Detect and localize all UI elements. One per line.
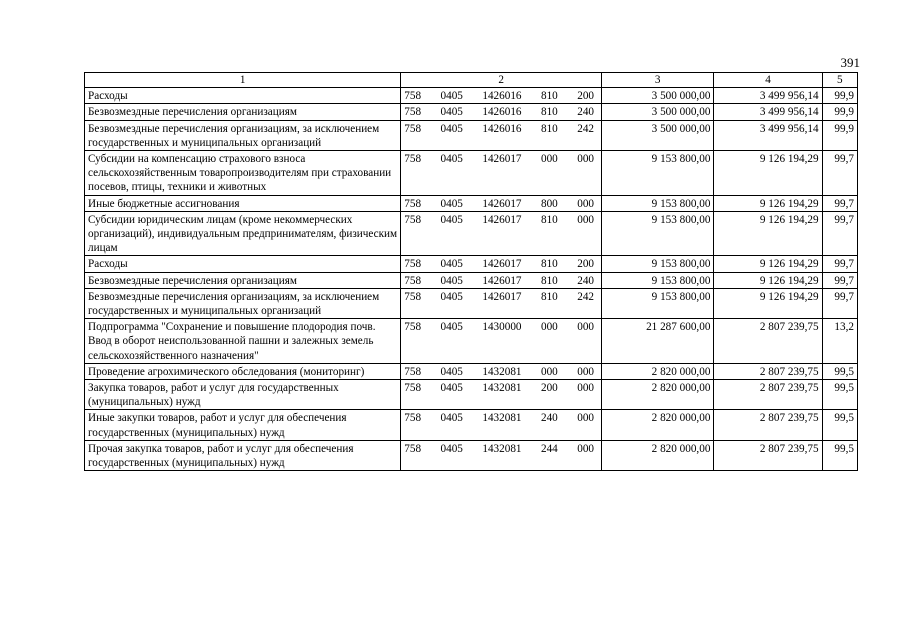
- code-part: 200: [540, 382, 558, 395]
- row-name-cell: Иные бюджетные ассигнования: [85, 195, 401, 211]
- row-exec-cell: 3 499 956,14: [714, 104, 822, 120]
- row-code-cell: [401, 151, 602, 196]
- code-part: 1430000: [482, 321, 522, 334]
- table-row: [85, 88, 858, 104]
- code-part: 200: [577, 90, 595, 103]
- code-part: 000: [540, 365, 558, 378]
- header-cell-5: 5: [822, 73, 857, 88]
- row-name-cell: Расходы: [85, 256, 401, 272]
- code-part: 758: [404, 213, 422, 226]
- code-part: 810: [540, 290, 558, 303]
- code-part: 0405: [440, 321, 463, 334]
- row-code-cell: [401, 410, 602, 440]
- row-exec-cell: 9 126 194,29: [714, 288, 822, 318]
- table-row: [85, 211, 858, 256]
- row-plan-cell: 9 153 800,00: [602, 256, 714, 272]
- row-percent-cell: 99,5: [822, 380, 857, 410]
- page-number: 391: [840, 55, 860, 70]
- row-code-cell: [401, 195, 602, 211]
- code-part: 810: [540, 213, 558, 226]
- code-part: 0405: [440, 274, 463, 287]
- code-part: 000: [540, 321, 558, 334]
- code-part: 810: [540, 90, 558, 103]
- code-part: 240: [577, 274, 595, 287]
- row-name-cell: Субсидии юридическим лицам (кроме некоммерческих организаций), индивидуальным предпринимателям, физическим лицам: [85, 211, 401, 256]
- row-code-cell: [401, 256, 602, 272]
- row-exec-cell: 9 126 194,29: [714, 195, 822, 211]
- row-exec-cell: 2 807 239,75: [714, 410, 822, 440]
- budget-table: [84, 72, 858, 471]
- row-code-cell: [401, 88, 602, 104]
- row-percent-cell: 99,7: [822, 195, 857, 211]
- row-name-cell: Расходы: [85, 88, 401, 104]
- code-part: 000: [577, 382, 595, 395]
- code-part: 0405: [440, 382, 463, 395]
- code-part: 0405: [440, 106, 463, 119]
- code-part: 758: [404, 321, 422, 334]
- code-part: 000: [577, 213, 595, 226]
- row-plan-cell: 3 500 000,00: [602, 120, 714, 150]
- code-part: 000: [577, 365, 595, 378]
- row-percent-cell: 99,7: [822, 288, 857, 318]
- code-part: 1426017: [482, 258, 522, 271]
- table-row: [85, 410, 858, 440]
- row-code-cell: [401, 288, 602, 318]
- row-name-cell: Безвозмездные перечисления организациям, за исключением государственных и муниципальных организаций: [85, 120, 401, 150]
- row-plan-cell: 9 153 800,00: [602, 272, 714, 288]
- table-row: [85, 120, 858, 150]
- row-percent-cell: 13,2: [822, 319, 857, 364]
- row-name-cell: Проведение агрохимического обследования (мониторинг): [85, 363, 401, 379]
- row-percent-cell: 99,9: [822, 88, 857, 104]
- row-plan-cell: 2 820 000,00: [602, 410, 714, 440]
- code-part: 000: [577, 153, 595, 166]
- code-part: 810: [540, 106, 558, 119]
- row-percent-cell: 99,7: [822, 256, 857, 272]
- row-code-cell: [401, 120, 602, 150]
- code-part: 758: [404, 290, 422, 303]
- row-code-cell: [401, 272, 602, 288]
- code-part: 0405: [440, 258, 463, 271]
- table-row: [85, 319, 858, 364]
- table-row: [85, 256, 858, 272]
- row-code-cell: [401, 363, 602, 379]
- row-plan-cell: 21 287 600,00: [602, 319, 714, 364]
- row-percent-cell: 99,5: [822, 363, 857, 379]
- row-exec-cell: 9 126 194,29: [714, 256, 822, 272]
- code-part: 242: [577, 290, 595, 303]
- row-code-cell: [401, 440, 602, 470]
- row-percent-cell: 99,5: [822, 440, 857, 470]
- code-part: 758: [404, 153, 422, 166]
- row-code-cell: [401, 104, 602, 120]
- code-part: 1426017: [482, 153, 522, 166]
- table-row: [85, 272, 858, 288]
- header-cell-4: 4: [714, 73, 822, 88]
- row-percent-cell: 99,9: [822, 104, 857, 120]
- code-part: 1426017: [482, 213, 522, 226]
- code-part: 810: [540, 258, 558, 271]
- code-part: 0405: [440, 153, 463, 166]
- row-plan-cell: 9 153 800,00: [602, 151, 714, 196]
- code-part: 758: [404, 365, 422, 378]
- table-row: [85, 440, 858, 470]
- code-part: 758: [404, 258, 422, 271]
- code-part: 758: [404, 442, 422, 455]
- row-exec-cell: 2 807 239,75: [714, 440, 822, 470]
- row-code-cell: [401, 319, 602, 364]
- code-part: 244: [540, 442, 558, 455]
- table-header-row: [85, 73, 858, 88]
- row-plan-cell: 3 500 000,00: [602, 88, 714, 104]
- code-part: 1432081: [482, 442, 522, 455]
- code-part: 800: [540, 197, 558, 210]
- table-row: [85, 195, 858, 211]
- row-exec-cell: 2 807 239,75: [714, 319, 822, 364]
- table-row: [85, 104, 858, 120]
- code-part: 758: [404, 382, 422, 395]
- table-row: [85, 151, 858, 196]
- row-percent-cell: 99,9: [822, 120, 857, 150]
- code-part: 1432081: [482, 365, 522, 378]
- code-part: 1432081: [482, 382, 522, 395]
- row-code-cell: [401, 211, 602, 256]
- row-plan-cell: 9 153 800,00: [602, 195, 714, 211]
- code-part: 0405: [440, 213, 463, 226]
- code-part: 240: [577, 106, 595, 119]
- row-name-cell: Субсидии на компенсацию страхового взноса сельскохозяйственным товаропроизводителям при страховании посевов, птицы, техники и животных: [85, 151, 401, 196]
- row-exec-cell: 9 126 194,29: [714, 211, 822, 256]
- code-part: 1426016: [482, 90, 522, 103]
- code-part: 242: [577, 122, 595, 135]
- row-exec-cell: 2 807 239,75: [714, 363, 822, 379]
- code-part: 1426017: [482, 290, 522, 303]
- header-cell-1: 1: [85, 73, 401, 88]
- code-part: 000: [577, 442, 595, 455]
- code-part: 0405: [440, 412, 463, 425]
- code-part: 758: [404, 412, 422, 425]
- code-part: 758: [404, 106, 422, 119]
- code-part: 758: [404, 122, 422, 135]
- row-exec-cell: 9 126 194,29: [714, 151, 822, 196]
- code-part: 0405: [440, 197, 463, 210]
- code-part: 758: [404, 274, 422, 287]
- code-part: 0405: [440, 290, 463, 303]
- table-row: [85, 363, 858, 379]
- row-plan-cell: 2 820 000,00: [602, 380, 714, 410]
- code-part: 758: [404, 197, 422, 210]
- row-name-cell: Закупка товаров, работ и услуг для государственных (муниципальных) нужд: [85, 380, 401, 410]
- code-part: 1426016: [482, 122, 522, 135]
- code-part: 000: [577, 197, 595, 210]
- row-exec-cell: 2 807 239,75: [714, 380, 822, 410]
- code-part: 1426017: [482, 197, 522, 210]
- code-part: 000: [540, 153, 558, 166]
- code-part: 1426016: [482, 106, 522, 119]
- code-part: 810: [540, 274, 558, 287]
- code-part: 000: [577, 321, 595, 334]
- code-part: 1432081: [482, 412, 522, 425]
- code-part: 758: [404, 90, 422, 103]
- row-name-cell: Подпрограмма "Сохранение и повышение плодородия почв. Ввод в оборот неиспользованной пашни и залежных земель сельскохозяйственного назначения": [85, 319, 401, 364]
- code-part: 240: [540, 412, 558, 425]
- row-exec-cell: 3 499 956,14: [714, 120, 822, 150]
- row-plan-cell: 9 153 800,00: [602, 288, 714, 318]
- table-row: [85, 380, 858, 410]
- row-name-cell: Безвозмездные перечисления организациям: [85, 104, 401, 120]
- code-part: 1426017: [482, 274, 522, 287]
- row-name-cell: Прочая закупка товаров, работ и услуг для обеспечения государственных (муниципальных) нужд: [85, 440, 401, 470]
- row-percent-cell: 99,7: [822, 211, 857, 256]
- row-code-cell: [401, 380, 602, 410]
- row-plan-cell: 2 820 000,00: [602, 440, 714, 470]
- header-cell-2: 2: [401, 73, 602, 88]
- row-exec-cell: 9 126 194,29: [714, 272, 822, 288]
- code-part: 0405: [440, 365, 463, 378]
- row-percent-cell: 99,7: [822, 151, 857, 196]
- table-row: [85, 288, 858, 318]
- code-part: 810: [540, 122, 558, 135]
- code-part: 200: [577, 258, 595, 271]
- code-part: 0405: [440, 122, 463, 135]
- row-plan-cell: 2 820 000,00: [602, 363, 714, 379]
- row-percent-cell: 99,7: [822, 272, 857, 288]
- row-exec-cell: 3 499 956,14: [714, 88, 822, 104]
- row-name-cell: Иные закупки товаров, работ и услуг для обеспечения государственных (муниципальных) нужд: [85, 410, 401, 440]
- code-part: 0405: [440, 442, 463, 455]
- code-part: 0405: [440, 90, 463, 103]
- row-plan-cell: 9 153 800,00: [602, 211, 714, 256]
- code-part: 000: [577, 412, 595, 425]
- row-plan-cell: 3 500 000,00: [602, 104, 714, 120]
- header-cell-3: 3: [602, 73, 714, 88]
- row-percent-cell: 99,5: [822, 410, 857, 440]
- row-name-cell: Безвозмездные перечисления организациям, за исключением государственных и муниципальных организаций: [85, 288, 401, 318]
- row-name-cell: Безвозмездные перечисления организациям: [85, 272, 401, 288]
